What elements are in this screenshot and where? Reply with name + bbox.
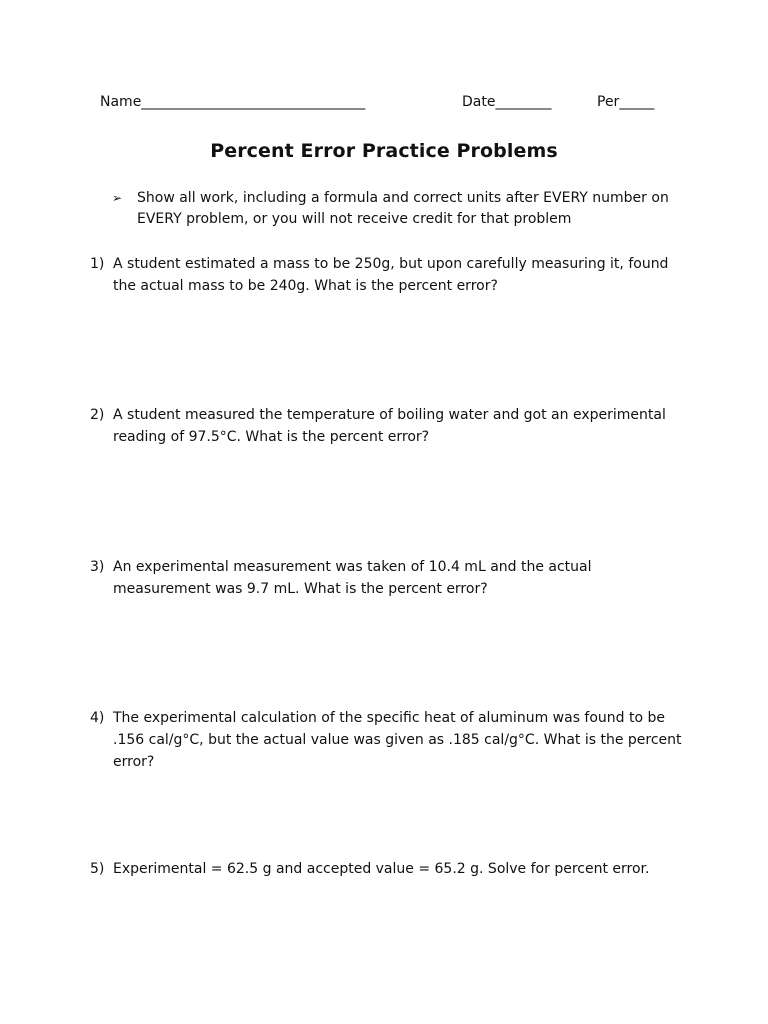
problem-1 xyxy=(90,253,690,297)
problem-text: Experimental = 62.5 g and accepted value = 65.2 g. Solve for percent error. xyxy=(113,861,650,877)
instruction-text: Show all work, including a formula and correct units after EVERY number on EVERY problem, or you will not receive credit for that problem xyxy=(137,190,669,227)
problem-number: 5) xyxy=(90,861,105,877)
problem-5 xyxy=(90,858,690,880)
period-field: Per_____ xyxy=(597,94,655,110)
problem-4 xyxy=(90,707,690,773)
problem-3 xyxy=(90,556,690,600)
date-field: Date________ xyxy=(462,94,552,110)
problem-2 xyxy=(90,404,690,448)
problem-number: 1) xyxy=(90,256,105,272)
problem-text: An experimental measurement was taken of 10.4 mL and the actual measurement was 9.7 mL. What is the percent error? xyxy=(113,559,592,597)
problem-text: A student measured the temperature of boiling water and got an experimental reading of 97.5°C. What is the percent error? xyxy=(113,407,666,445)
problem-text: A student estimated a mass to be 250g, but upon carefully measuring it, found the actual mass to be 240g. What is the percent error? xyxy=(113,256,669,294)
worksheet-title: Percent Error Practice Problems xyxy=(210,140,558,162)
arrow-bullet-icon: ➢ xyxy=(112,191,123,205)
problem-number: 2) xyxy=(90,407,105,423)
instruction-item xyxy=(112,188,692,230)
problem-number: 4) xyxy=(90,710,105,726)
problem-text: The experimental calculation of the specific heat of aluminum was found to be .156 cal/g°C, but the actual value was given as .185 cal/g°C. What is the percent error? xyxy=(113,710,682,770)
name-field: Name________________________________ xyxy=(100,94,366,110)
problem-number: 3) xyxy=(90,559,105,575)
